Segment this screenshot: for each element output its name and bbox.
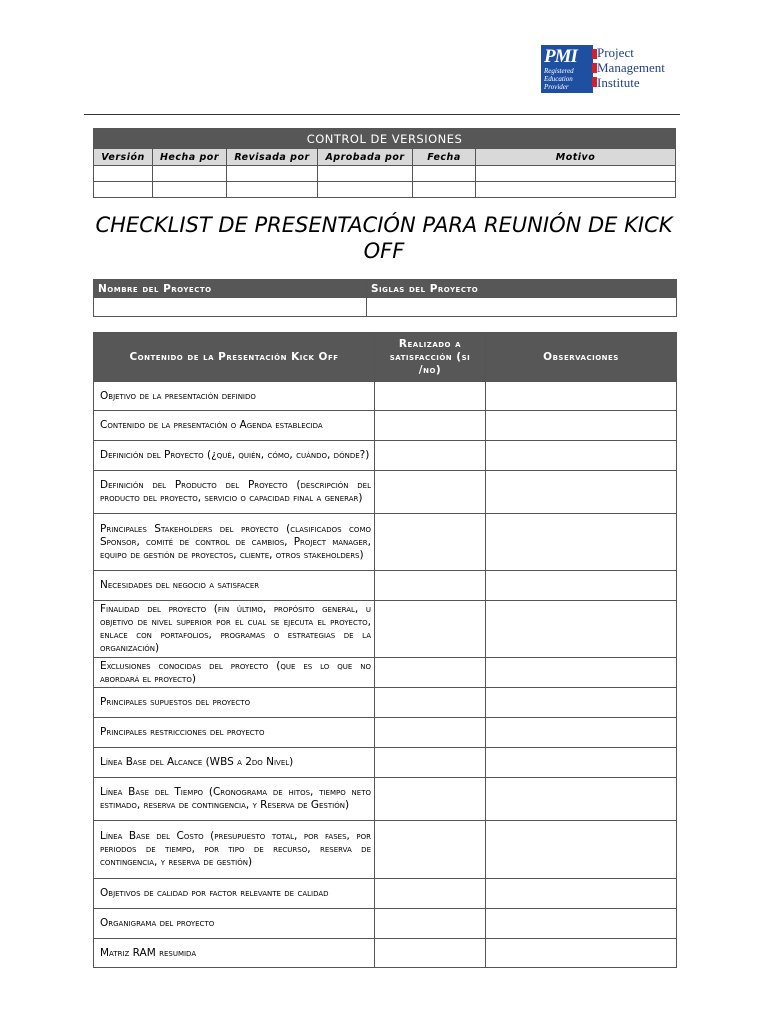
reason-cell[interactable] [476,182,676,198]
checklist-item: Matriz RAM resumida [94,939,375,968]
checklist-row [94,939,677,968]
version-control-title: CONTROL DE VERSIONES [94,129,676,149]
checklist-row [94,411,677,441]
done-cell[interactable] [375,748,486,778]
reviewed-by-cell[interactable] [227,182,318,198]
document-title: CHECKLIST DE PRESENTACIÓN PARA REUNIÓN DE KICK OFF [95,213,673,263]
project-name-field[interactable] [94,298,367,317]
done-cell[interactable] [375,571,486,601]
reason-cell[interactable] [476,166,676,182]
checklist-item: Línea Base del Alcance (WBS a 2do Nivel) [94,748,375,778]
done-cell[interactable] [375,514,486,571]
checklist-item: Exclusiones conocidas del proyecto (que es lo que no abordará el proyecto) [94,658,375,688]
kickoff-checklist-table [93,332,677,968]
project-name-header: Nombre del Proyecto [94,280,367,298]
notes-cell[interactable] [486,411,677,441]
checklist-item: Definición del Proyecto (¿qué, quién, cómo, cuándo, dónde?) [94,441,375,471]
checklist-row [94,571,677,601]
column-header-made-by: Hecha por [153,149,227,166]
column-header-reason: Motivo [476,149,676,166]
done-cell[interactable] [375,778,486,821]
checklist-row [94,382,677,411]
done-cell[interactable] [375,939,486,968]
notes-cell[interactable] [486,441,677,471]
checklist-item: Organigrama del proyecto [94,909,375,939]
done-cell[interactable] [375,658,486,688]
checklist-row [94,471,677,514]
done-cell[interactable] [375,382,486,411]
checklist-item: Finalidad del proyecto (fin último, propósito general, u objetivo de nivel superior por el cual se ejecuta el proyecto, enlace con portafolios, programas o estrategias de la organización) [94,601,375,658]
reviewed-by-cell[interactable] [227,166,318,182]
checklist-row [94,688,677,718]
notes-cell[interactable] [486,748,677,778]
version-cell[interactable] [94,166,153,182]
column-header-approved-by: Aprobada por [318,149,413,166]
done-cell[interactable] [375,441,486,471]
checklist-item: Objetivos de calidad por factor relevante de calidad [94,879,375,909]
notes-cell[interactable] [486,471,677,514]
checklist-item: Contenido de la presentación o Agenda establecida [94,411,375,441]
column-header-date: Fecha [413,149,476,166]
date-cell[interactable] [413,166,476,182]
pmi-logo-mark [541,45,593,93]
version-cell[interactable] [94,182,153,198]
notes-cell[interactable] [486,514,677,571]
checklist-row [94,821,677,879]
notes-cell[interactable] [486,909,677,939]
header-divider [84,114,680,115]
checklist-row [94,909,677,939]
project-acronym-header: Siglas del Proyecto [367,280,677,298]
done-cell[interactable] [375,718,486,748]
notes-cell[interactable] [486,601,677,658]
done-cell[interactable] [375,821,486,879]
checklist-item: Principales supuestos del proyecto [94,688,375,718]
notes-cell[interactable] [486,778,677,821]
approved-by-cell[interactable] [318,182,413,198]
version-control-table [93,128,676,198]
approved-by-cell[interactable] [318,166,413,182]
notes-cell[interactable] [486,658,677,688]
project-info-table [93,279,677,317]
checklist-row [94,879,677,909]
made-by-cell[interactable] [153,166,227,182]
pmi-logo [541,45,681,95]
done-cell[interactable] [375,601,486,658]
column-header-done: Realizado a satisfacción (si /no) [375,333,486,382]
checklist-row [94,514,677,571]
checklist-row [94,778,677,821]
notes-cell[interactable] [486,382,677,411]
notes-cell[interactable] [486,821,677,879]
checklist-row [94,658,677,688]
checklist-item: Línea Base del Tiempo (Cronograma de hitos, tiempo neto estimado, reserva de contingencia, y Reserva de Gestión) [94,778,375,821]
notes-cell[interactable] [486,879,677,909]
checklist-item: Necesidades del negocio a satisfacer [94,571,375,601]
done-cell[interactable] [375,411,486,441]
pmi-logo-subtitle: Registered Education Provider [544,67,574,91]
date-cell[interactable] [413,182,476,198]
checklist-item: Definición del Producto del Proyecto (descripción del producto del proyecto, servicio o capacidad final a generar) [94,471,375,514]
project-acronym-field[interactable] [367,298,677,317]
checklist-row [94,441,677,471]
checklist-row [94,718,677,748]
done-cell[interactable] [375,688,486,718]
checklist-item: Principales restricciones del proyecto [94,718,375,748]
column-header-content: Contenido de la Presentación Kick Off [94,333,375,382]
column-header-reviewed-by: Revisada por [227,149,318,166]
notes-cell[interactable] [486,718,677,748]
notes-cell[interactable] [486,939,677,968]
pmi-logo-letters: PMI [544,46,577,67]
checklist-item: Línea Base del Costo (presupuesto total, por fases, por periodos de tiempo, por tipo de recurso, reserva de contingencia, y reserva de gestión) [94,821,375,879]
checklist-item: Principales Stakeholders del proyecto (clasificados como Sponsor, comité de control de cambios, Project manager, equipo de gestión de proyectos, cliente, otros stakeholders) [94,514,375,571]
version-row [94,182,676,198]
column-header-notes: Observaciones [486,333,677,382]
pmi-logo-wordmark: Project Management Institute [597,45,665,90]
done-cell[interactable] [375,471,486,514]
done-cell[interactable] [375,879,486,909]
checklist-row [94,748,677,778]
done-cell[interactable] [375,909,486,939]
version-row [94,166,676,182]
checklist-row [94,601,677,658]
column-header-version: Versión [94,149,153,166]
made-by-cell[interactable] [153,182,227,198]
checklist-item: Objetivo de la presentación definido [94,382,375,411]
notes-cell[interactable] [486,688,677,718]
notes-cell[interactable] [486,571,677,601]
